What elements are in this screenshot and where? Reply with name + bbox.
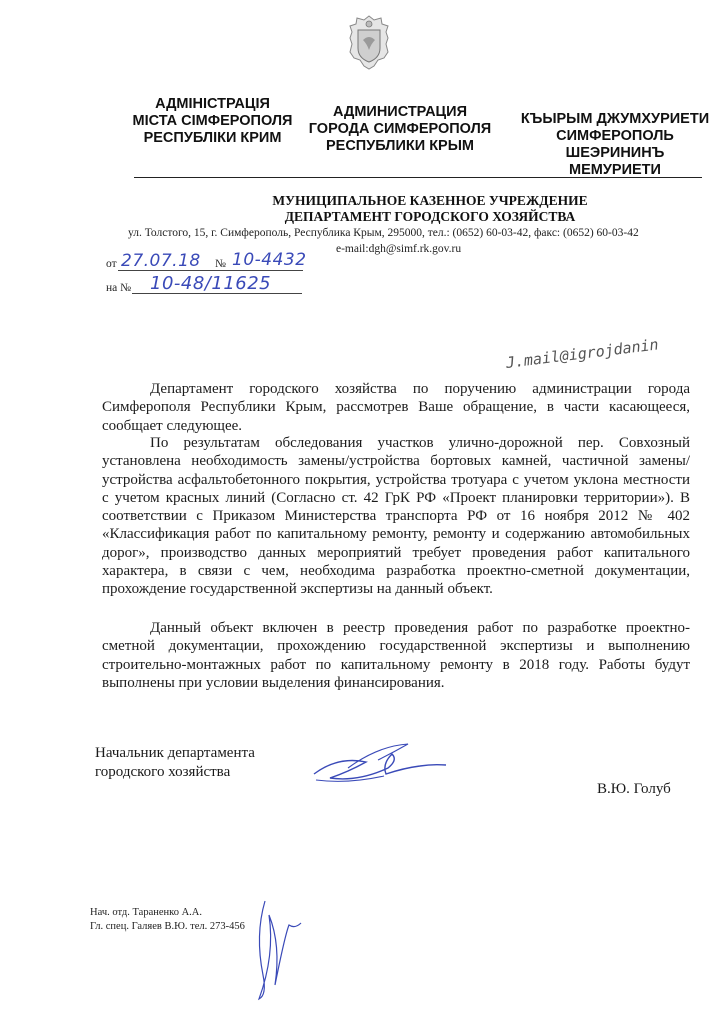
body-paragraph-3 (102, 619, 690, 692)
signatory-title-line: Начальник департамента (95, 745, 255, 761)
header-rus-line: ГОРОДА СИМФЕРОПОЛЯ (308, 121, 492, 137)
institution-name: МУНИЦИПАЛЬНОЕ КАЗЕННОЕ УЧРЕЖДЕНИЕ (272, 193, 588, 208)
header-crimean-tatar (510, 111, 720, 179)
header-crim-line: КЪЫРЫМ ДЖУМХУРИЕТИ (520, 111, 710, 127)
header-ukr-line: РЕСПУБЛІКИ КРИМ (143, 130, 282, 146)
header-russian (300, 104, 500, 155)
ref-to-handwritten: 10-48/11625 (150, 273, 272, 294)
signatory-name: В.Ю. Голуб (597, 781, 671, 797)
header-rus-line: АДМИНИСТРАЦИЯ (332, 104, 467, 120)
institution-address: ул. Толстого, 15, г. Симферополь, Республика Крым, 295000, тел.: (0652) 60-03-42, факс: (0652) 60-03-42 (128, 227, 639, 239)
body-paragraph-2 (102, 434, 690, 599)
handwritten-email-note: J.mail@igrojdanin (504, 335, 660, 372)
header-ukrainian (115, 96, 310, 147)
header-crim-line: МЕМУРИЕТИ (569, 162, 661, 178)
institution-email: e-mail:dgh@simf.rk.gov.ru (336, 243, 462, 255)
ref-to-label: на № (106, 282, 132, 294)
institution-department: ДЕПАРТАМЕНТ ГОРОДСКОГО ХОЗЯЙСТВА (284, 209, 576, 224)
initials-scribble (245, 895, 305, 1005)
ref-date-handwritten: 27.07.18 (121, 251, 201, 271)
paragraph-text: По результатам обследования участков улично-дорожной пер. Совхозный установлена необходимость замены/устройства бортовых камней, частичной замены/устройства асфальтобетонного покрытия, устройства тротуара с учетом уклона местности с учетом красных линий (Согласно ст. 42 ГрК РФ «Проект планировки территории»). В соответствии с Приказом Министерства транспорта РФ от 16 ноября 2012 № 402 «Классификация работ по капитальному ремонту, ремонту и содержанию автомобильных дорог», производство данных мероприятий требует проведения работ капитального характера, в связи с чем, необходима разработка проектно-сметной документации, прохождение государственной экспертизы на данный объект. (102, 435, 690, 598)
paragraph-text: Данный объект включен в реестр проведения работ по разработке проектно-сметной документации, прохождению государственной экспертизы и выполнению строительно-монтажных работ по капитальному ремонту в 2018 году. Работы будут выполнены при условии выделения финансирования. (102, 620, 690, 691)
executor-line-1: Нач. отд. Тараненко А.А. (90, 907, 202, 918)
header-rus-line: РЕСПУБЛИКИ КРЫМ (325, 138, 474, 154)
header-ukr-line: МІСТА СІМФЕРОПОЛЯ (132, 113, 293, 129)
executor-line-2: Гл. спец. Галяев В.Ю. тел. 273-456 (90, 921, 245, 932)
header-ukr-line: АДМІНІСТРАЦІЯ (155, 96, 270, 112)
ref-number-handwritten: 10-4432 (232, 250, 307, 270)
coat-of-arms-emblem (348, 14, 390, 70)
header-divider (134, 177, 702, 178)
signatory-title (95, 744, 255, 782)
ref-from-label: от (106, 258, 117, 270)
handwritten-signature (308, 738, 448, 790)
paragraph-text: Департамент городского хозяйства по поручению администрации города Симферополя Республики Крым, рассмотрев Ваше обращение, в части касающееся, сообщает следующее. (102, 381, 690, 434)
ref-number-label: № (215, 258, 226, 270)
header-crim-line: СИМФЕРОПОЛЬ (556, 128, 674, 144)
header-crim-line: ШЕЭРИНИНЪ (565, 145, 665, 161)
signatory-title-line: городского хозяйства (95, 764, 231, 780)
body-paragraph-1 (102, 380, 690, 435)
